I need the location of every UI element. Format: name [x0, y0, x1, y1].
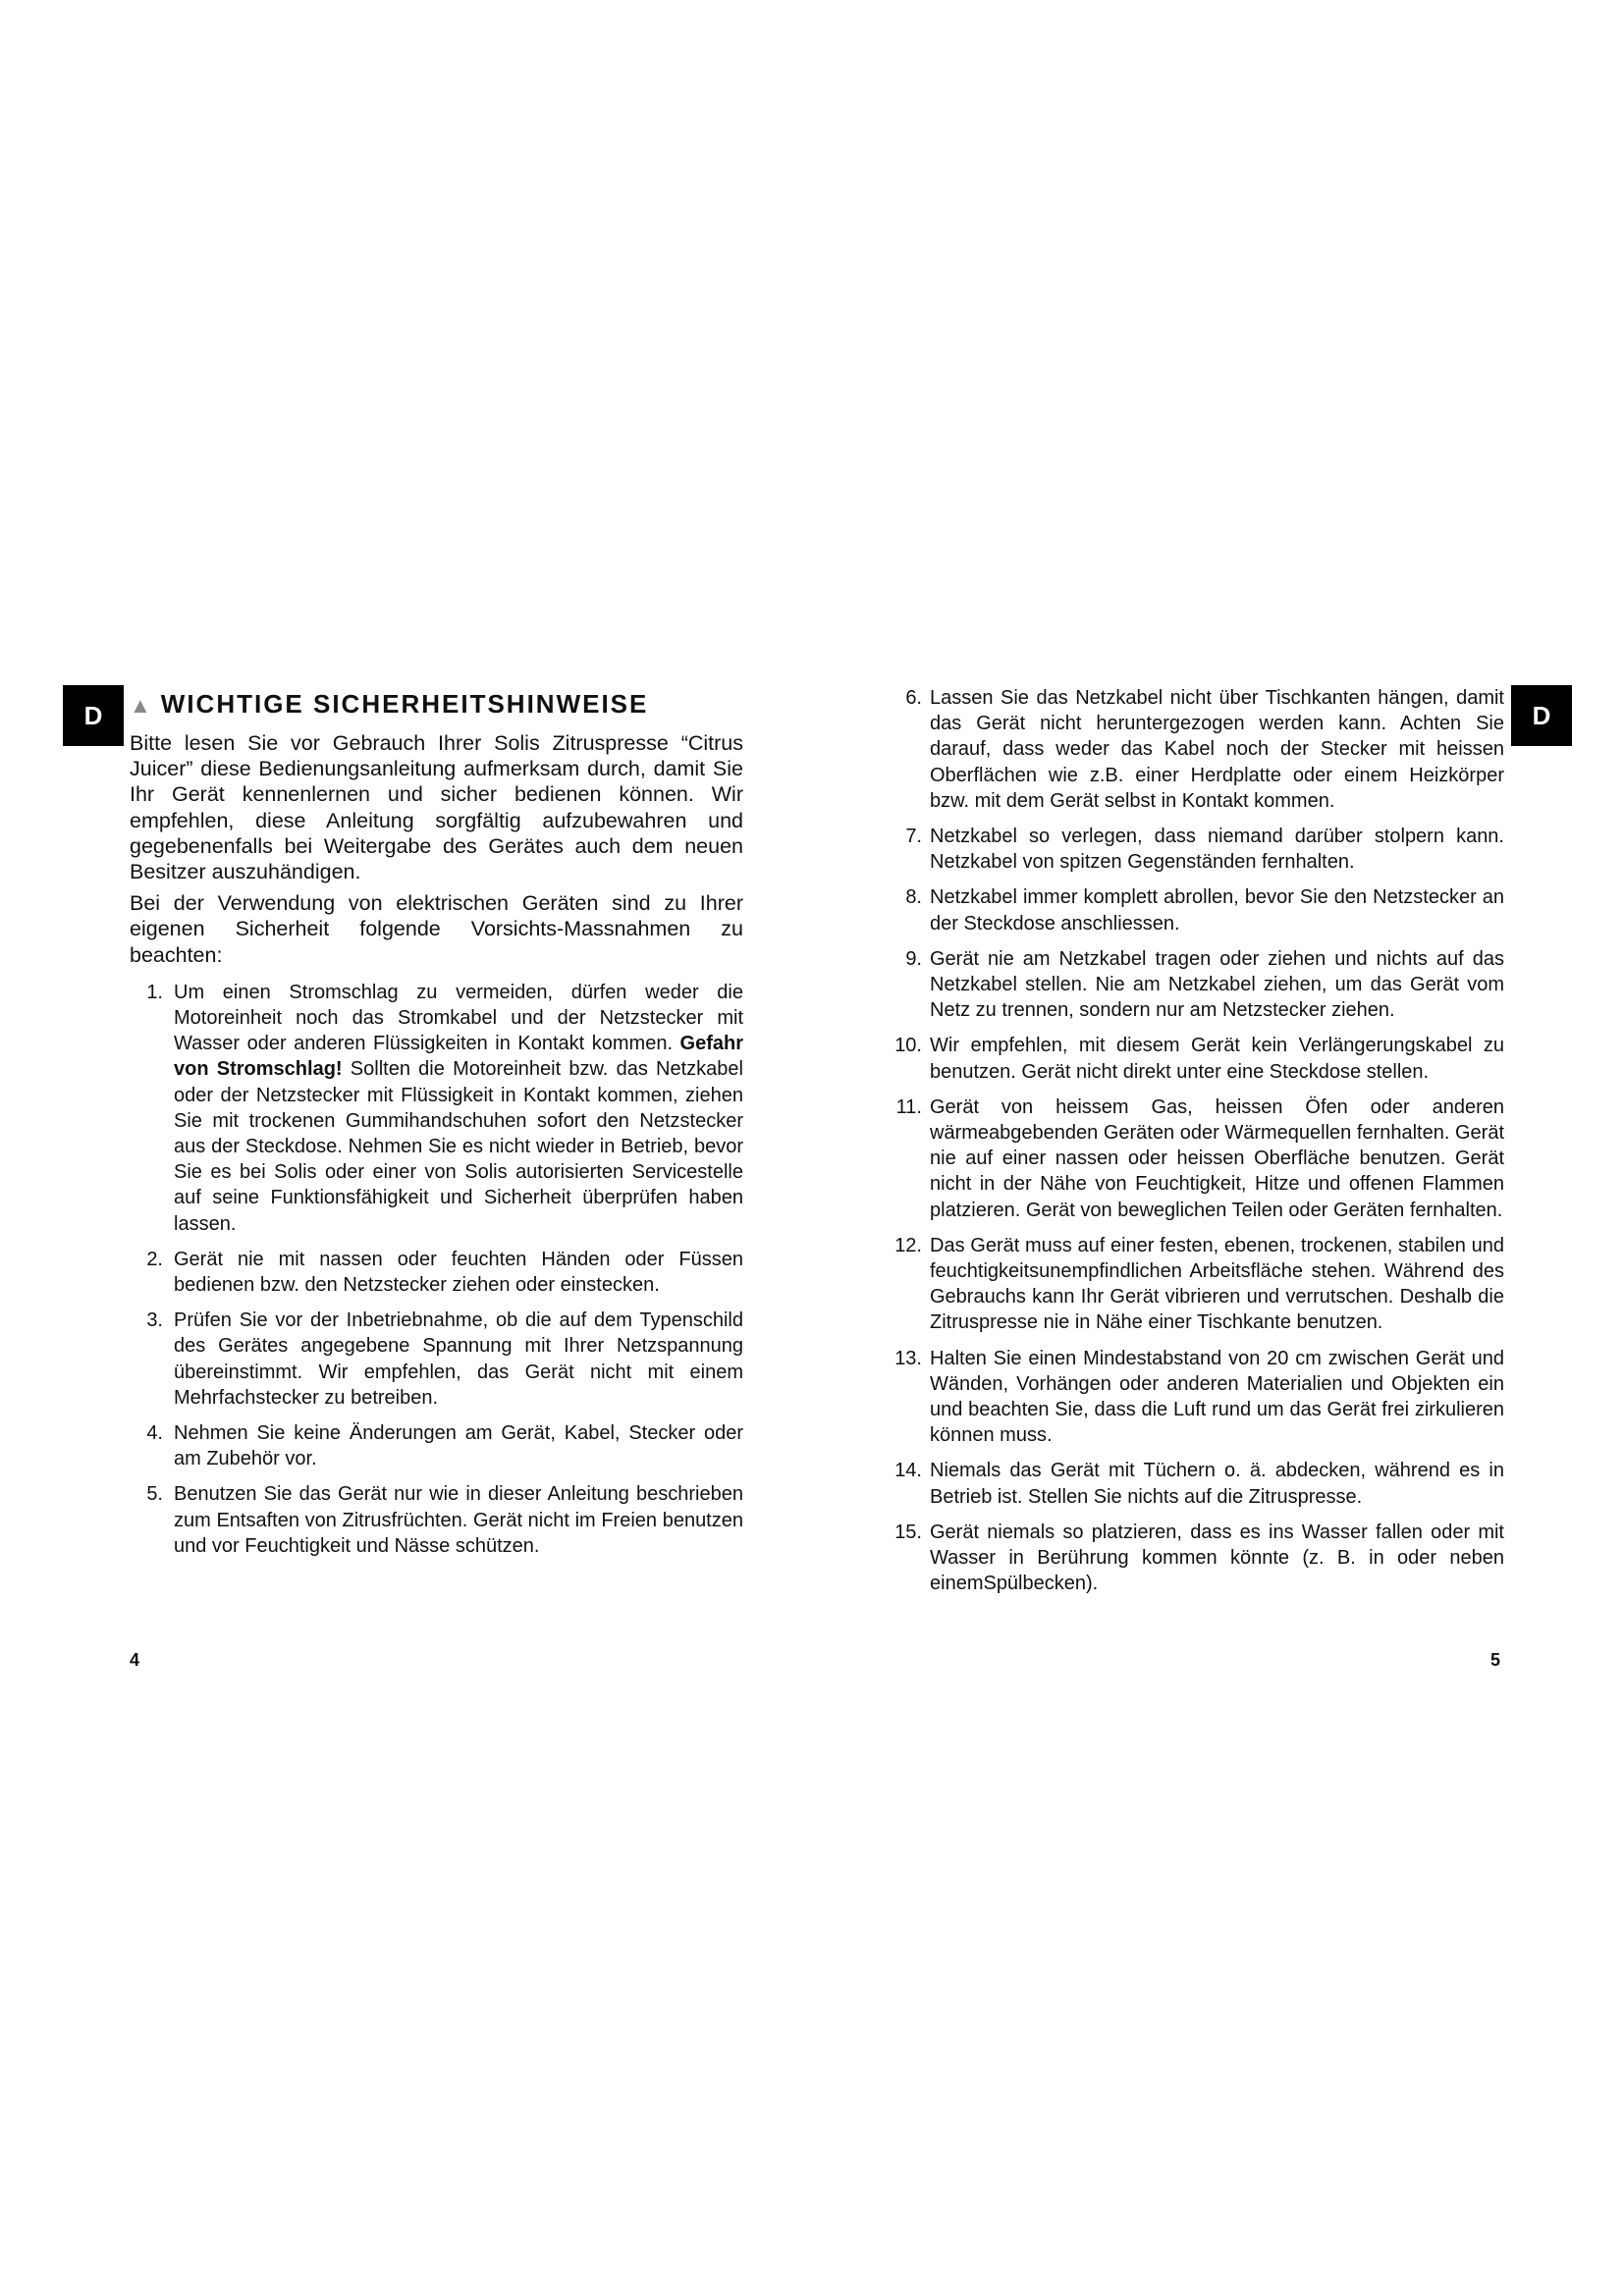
item-number: 8.: [905, 886, 922, 909]
item-number: 2.: [146, 1248, 163, 1270]
item-number: 10.: [894, 1035, 922, 1057]
section-heading-text: WICHTIGE SICHERHEITSHINWEISE: [160, 689, 649, 719]
item-text: Gerät von heissem Gas, heissen Öfen oder anderen wärmeabgebenden Geräten oder Wärmequellen fernhalten. Gerät nie auf einer nassen oder heissen Oberfläche benutzen. Gerät nicht in der Nähe von Feuchtigkeit, Hitze und offenen Flammen platzieren. Gerät von beweglichen Teilen oder Geräten fernhalten.: [930, 1095, 1504, 1221]
list-item: [130, 1481, 743, 1559]
list-item: [889, 685, 1504, 814]
intro-paragraph: Bitte lesen Sie vor Gebrauch Ihrer Solis Zitruspresse “Citrus Juicer” diese Bedienungsanleitung aufmerksam durch, damit Sie Ihr Gerät kennenlernen und sicher bedienen können. Wir empfehlen, diese Anleitung sorgfältig aufzubewahren und gegebenenfalls bei Weitergabe des Gerätes auch dem neuen Besitzer auszuhändigen.: [130, 731, 743, 884]
item-warning-emphasis: Gefahr von Stromschlag!: [174, 1033, 743, 1081]
item-text: Das Gerät muss auf einer festen, ebenen, trockenen, stabilen und feuchtigkeitsunempfindlichen Arbeitsfläche stehen. Während des Gebrauchs kann Ihr Gerät vibrieren und verrutschen. Deshalb die Zitruspresse nie in Nähe einer Tischkante benutzen.: [930, 1234, 1504, 1334]
right-page-column: [889, 685, 1504, 1607]
list-item: [130, 1308, 743, 1411]
list-item: [889, 1033, 1504, 1084]
list-item: [889, 946, 1504, 1024]
item-number: 13.: [894, 1347, 922, 1369]
item-number: 1.: [146, 981, 163, 1003]
item-number: 12.: [894, 1234, 922, 1256]
intro-paragraph: Bei der Verwendung von elektrischen Geräten sind zu Ihrer eigenen Sicherheit folgende Vorsichts-Massnahmen zu beachten:: [130, 891, 743, 967]
list-item: [889, 1095, 1504, 1223]
page-number-left: 4: [130, 1650, 140, 1670]
item-number: 6.: [905, 687, 922, 709]
item-text: Niemals das Gerät mit Tüchern o. ä. abdecken, während es in Betrieb ist. Stellen Sie nichts auf die Zitruspresse.: [930, 1460, 1504, 1508]
list-item: [130, 1247, 743, 1298]
list-item: [889, 1458, 1504, 1509]
item-number: 7.: [905, 826, 922, 848]
language-tab-right: D: [1511, 685, 1572, 746]
item-text: Prüfen Sie vor der Inbetriebnahme, ob die auf dem Typenschild des Gerätes angegebene Spannung mit Ihrer Netzspannung übereinstimmt. Wir empfehlen, das Gerät nicht mit einem Mehrfachstecker zu betreiben.: [174, 1309, 743, 1409]
list-item: [889, 1346, 1504, 1449]
item-text: Wir empfehlen, mit diesem Gerät kein Verlängerungskabel zu benutzen. Gerät nicht direkt unter eine Steckdose stellen.: [930, 1035, 1504, 1083]
warning-triangle-icon: ▲: [130, 693, 151, 718]
item-text: Halten Sie einen Mindestabstand von 20 cm zwischen Gerät und Wänden, Vorhängen oder anderen Materialien und Objekten ein und beachten Sie, dass die Luft rund um das Gerät frei zirkulieren können muss.: [930, 1347, 1504, 1447]
item-number: 14.: [894, 1460, 922, 1482]
language-tab-left: D: [63, 685, 124, 746]
list-item: [889, 884, 1504, 935]
item-number: 4.: [146, 1422, 163, 1445]
item-number: 11.: [895, 1095, 922, 1118]
list-item: [889, 1520, 1504, 1597]
list-item: [130, 1420, 743, 1471]
item-number: 15.: [894, 1521, 922, 1543]
list-item: [130, 980, 743, 1237]
safety-list-right: [889, 685, 1504, 1597]
item-number: 3.: [146, 1309, 163, 1332]
safety-list-left: [130, 980, 743, 1559]
item-text: Um einen Stromschlag zu vermeiden, dürfen weder die Motoreinheit noch das Stromkabel und der Netzstecker mit Wasser oder anderen Flüssigkeiten in Kontakt kommen.: [174, 981, 743, 1055]
item-text: Gerät niemals so platzieren, dass es ins Wasser fallen oder mit Wasser in Berührung kommen könnte (z. B. in oder neben einemSpülbecken).: [930, 1521, 1504, 1595]
item-text: Lassen Sie das Netzkabel nicht über Tischkanten hängen, damit das Gerät nicht heruntergezogen werden kann. Achten Sie darauf, dass weder das Kabel noch der Stecker mit heissen Oberflächen wie z.B. einer Herdplatte oder einem Heizkörper bzw. mit dem Gerät selbst in Kontakt kommen.: [930, 687, 1504, 812]
left-page-column: [130, 685, 743, 1569]
item-text: Sollten die Motoreinheit bzw. das Netzkabel oder der Netzstecker mit Flüssigkeit in Kontakt kommen, ziehen Sie mit trockenen Gummihandschuhen sofort den Netzstecker aus der Steckdose. Nehmen Sie es nicht wieder in Betrieb, bevor Sie es bei Solis oder einer von Solis autorisierten Servicestelle auf seine Funktionsfähigkeit und Sicherheit überprüfen haben lassen.: [174, 1058, 743, 1235]
item-number: 5.: [146, 1483, 163, 1506]
item-text: Benutzen Sie das Gerät nur wie in dieser Anleitung beschrieben zum Entsaften von Zitrusfrüchten. Gerät nicht im Freien benutzen und vor Feuchtigkeit und Nässe schützen.: [174, 1483, 743, 1557]
page-number-right: 5: [1490, 1650, 1501, 1670]
list-item: [889, 824, 1504, 875]
list-item: [889, 1233, 1504, 1336]
item-number: 9.: [905, 947, 922, 970]
section-heading: [130, 687, 743, 721]
item-text: Nehmen Sie keine Änderungen am Gerät, Kabel, Stecker oder am Zubehör vor.: [174, 1422, 743, 1470]
item-text: Netzkabel so verlegen, dass niemand darüber stolpern kann. Netzkabel von spitzen Gegenständen fernhalten.: [930, 826, 1504, 874]
item-text: Gerät nie am Netzkabel tragen oder ziehen und nichts auf das Netzkabel stellen. Nie am Netzkabel ziehen, um das Gerät vom Netz zu trennen, sondern nur am Netzstecker ziehen.: [930, 947, 1504, 1022]
item-text: Netzkabel immer komplett abrollen, bevor Sie den Netzstecker an der Steckdose anschliessen.: [930, 886, 1504, 934]
item-text: Gerät nie mit nassen oder feuchten Händen oder Füssen bedienen bzw. den Netzstecker ziehen oder einstecken.: [174, 1248, 743, 1297]
